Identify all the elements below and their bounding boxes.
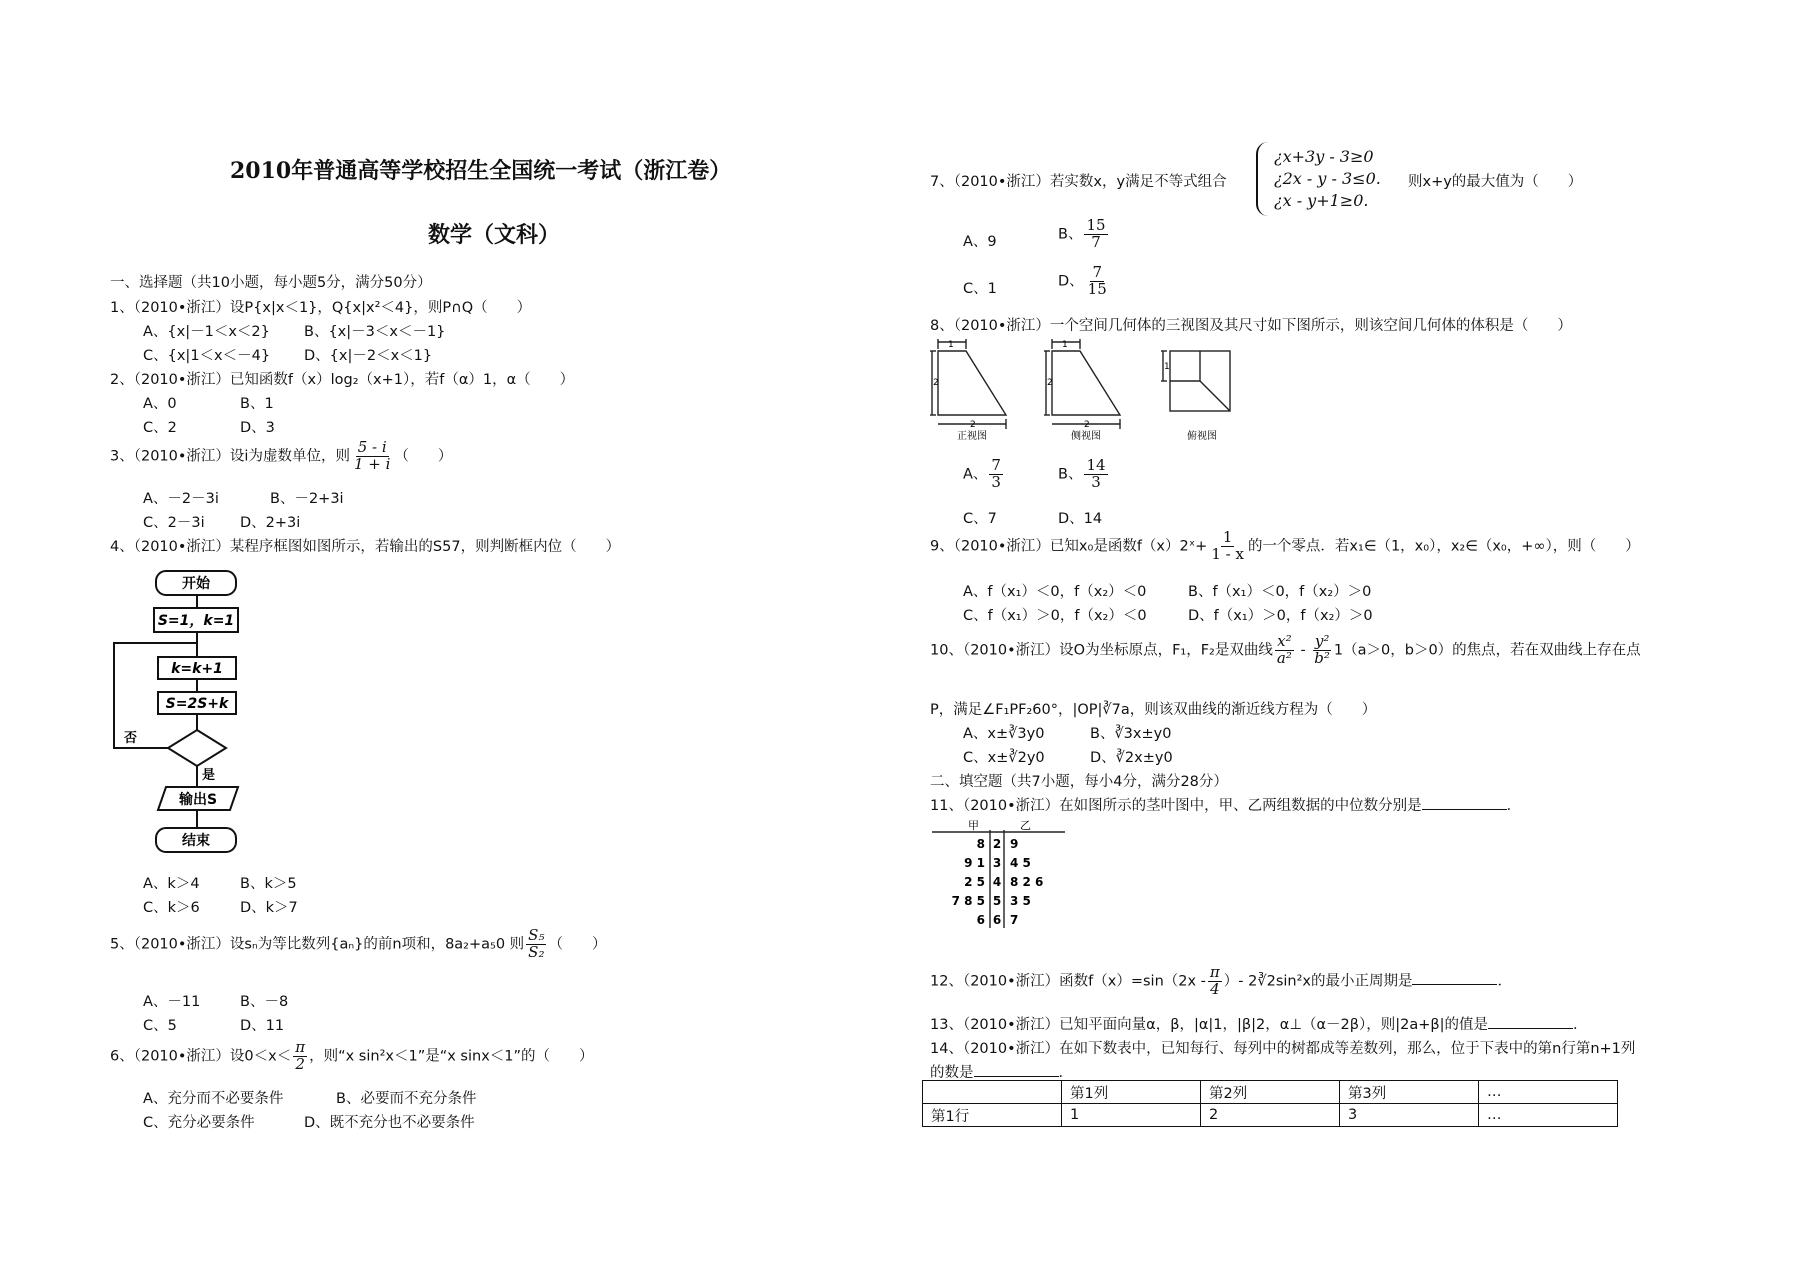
stemleaf-stem-value: 3 [992, 856, 1002, 870]
q5-stem [110, 928, 606, 961]
q3-fraction [352, 440, 392, 473]
stemleaf-left-value: 8 [976, 837, 985, 851]
q3-option-d: D、2+3i [240, 515, 301, 531]
stemleaf-right-value: 7 [1010, 913, 1019, 927]
q5-fraction [526, 928, 546, 961]
q6-fraction [293, 1040, 307, 1073]
q8-option-c: C、7 [963, 511, 997, 527]
stemleaf-left-value: 2 5 [964, 875, 985, 889]
q4-option-a: A、k＞4 [143, 876, 200, 892]
q12-stem [930, 965, 1512, 998]
q11-stem-text: 11、（2010•浙江）在如图所示的茎叶图中，甲、乙两组数据的中位数分别是 [930, 798, 1422, 814]
section-fill-heading: 二、填空题（共7小题，每小4分，满分28分） [930, 774, 1228, 790]
q14-answer-blank[interactable] [974, 1062, 1059, 1077]
table-cell: … [1479, 1104, 1618, 1127]
q7-inequality-3: ¿x - y+1≥0. [1274, 191, 1369, 210]
q8-stem: 8、（2010•浙江）一个空间几何体的三视图及其尺寸如下图所示，则该空间几何体的体积是（ ） [930, 318, 1572, 334]
q7-stem-tail: 则x+y的最大值为（ ） [1408, 174, 1583, 190]
flow-output-label: 输出S [178, 792, 218, 808]
q8-option-d: D、14 [1058, 511, 1103, 527]
stemleaf-right-value: 9 [1010, 837, 1019, 851]
flow-step1-label: k=k+1 [171, 661, 223, 677]
q3-option-b: B、－2+3i [270, 491, 344, 507]
stemleaf-left-value: 7 8 5 [951, 894, 985, 908]
q3-numerator: 5 - i [357, 438, 387, 456]
flow-yes-label: 是 [202, 768, 216, 783]
table-cell: 第1行 [923, 1104, 1062, 1127]
q10-x-num: x² [1277, 632, 1292, 650]
q3-denominator: 1 + i [353, 454, 391, 473]
q13-answer-blank[interactable] [1488, 1014, 1573, 1029]
side-view-shape [1052, 351, 1120, 415]
q8-option-a-den: 3 [991, 472, 1001, 491]
q6-option-c: C、充分必要条件 [143, 1115, 255, 1131]
table-cell: 2 [1201, 1104, 1340, 1127]
front-dim-2-vertical: 2 [933, 378, 939, 388]
q9-fraction [1209, 530, 1246, 563]
q10-stem [930, 634, 1641, 667]
q12-denominator: 4 [1210, 979, 1220, 998]
q14-period: ． [1058, 1065, 1073, 1081]
q3-stem-text: 3、（2010•浙江）设i为虚数单位，则 [110, 448, 350, 465]
q10-option-d: D、∛2x±y0 [1090, 750, 1173, 766]
flow-decision-diamond [168, 730, 226, 766]
q10-y-den: b² [1314, 648, 1330, 667]
q8-option-a [963, 458, 1005, 491]
q3-stem [110, 440, 452, 473]
q12-fraction [1208, 965, 1222, 998]
table-cell: 第1列 [1062, 1081, 1201, 1104]
q8-option-b-num: 14 [1086, 456, 1106, 474]
q11-period: ． [1506, 798, 1522, 814]
q3-option-a: A、－2－3i [143, 491, 219, 507]
q6-stem-tail: ，则“x sin²x＜1”是“x sinx＜1”的（ ） [309, 1048, 594, 1065]
q12-stem-tail: ）- 2∛2sin²x的最小正周期是 [1223, 973, 1413, 990]
q7-inequality-2: ¿2x - y - 3≤0. [1274, 169, 1381, 188]
q13-stem-text: 13、（2010•浙江）已知平面向量α，β，|α|1，|β|2，α⊥（α－2β），则|2a+β|的值是 [930, 1017, 1489, 1033]
q7-inequality-1: ¿x+3y - 3≥0 [1274, 147, 1374, 166]
q7-option-d-fraction [1086, 265, 1109, 298]
q5-denominator: S₂ [528, 942, 545, 961]
q4-flowchart [108, 565, 268, 860]
stemleaf-stem-value: 2 [992, 837, 1002, 851]
table-row [923, 1104, 1618, 1127]
q4-option-d: D、k＞7 [240, 900, 298, 916]
q4-option-c: C、k＞6 [143, 900, 200, 916]
q7-option-a: A、9 [963, 234, 997, 250]
stemleaf-left-value: 9 1 [964, 856, 985, 870]
q5-stem-text: 5、（2010•浙江）设sₙ为等比数列{aₙ}的前n项和，8a₂+a₅0 则 [110, 936, 525, 953]
q5-stem-tail: （ ） [548, 936, 607, 953]
stemleaf-jia-header: 甲 [968, 819, 979, 832]
q1-stem: 1、（2010•浙江）设P{x|x＜1}，Q{x|x²＜4}，则P∩Q（ ） [110, 300, 532, 316]
q2-option-b: B、1 [240, 396, 274, 412]
q9-denominator: 1 - x [1211, 544, 1244, 563]
side-dim-2-vertical: 2 [1047, 378, 1053, 388]
front-view-shape [938, 351, 1006, 415]
q6-option-b: B、必要而不充分条件 [336, 1091, 477, 1107]
q7-option-b-den: 7 [1091, 232, 1101, 251]
table-cell: … [1479, 1081, 1618, 1104]
q5-numerator: S₅ [528, 926, 545, 944]
q2-option-a: A、0 [143, 396, 177, 412]
q12-numerator: π [1209, 963, 1220, 981]
q4-stem: 4、（2010•浙江）某程序框图如图所示，若输出的S57，则判断框内位（ ） [110, 539, 621, 555]
q6-denominator: 2 [295, 1054, 305, 1073]
q8-option-a-num: 7 [991, 456, 1001, 474]
top-view-caption: 俯视图 [1187, 431, 1217, 442]
stemleaf-stem-value: 6 [992, 913, 1002, 927]
q10-option-a: A、x±∛3y0 [963, 726, 1045, 742]
q7-option-b [1058, 218, 1110, 251]
q14-stem-line2 [930, 1061, 1073, 1082]
q1-option-d: D、{x|－2＜x＜1} [304, 348, 433, 364]
stemleaf-yi-header: 乙 [1020, 819, 1031, 832]
q13-period: ． [1573, 1017, 1588, 1033]
stemleaf-right-value: 4 5 [1010, 856, 1031, 870]
q6-option-d: D、既不充分也不必要条件 [304, 1115, 475, 1131]
table-cell: 第2列 [1201, 1081, 1340, 1104]
stemleaf-left-value: 6 [976, 913, 985, 927]
q7-option-d [1058, 265, 1111, 298]
section-choice-heading: 一、选择题（共10小题，每小题5分，满分50分） [110, 275, 432, 291]
front-dim-2-horizontal: 2 [970, 420, 976, 430]
q14-stem-line1: 14、（2010•浙江）在如下数表中，已知每行、每列中的树都成等差数列，那么，位于下表中的第n行第n+1列 [930, 1041, 1636, 1057]
page-title: 2010年普通高等学校招生全国统一考试（浙江卷） [230, 158, 732, 184]
side-dim-1: 1 [1062, 340, 1068, 350]
q2-option-d: D、3 [240, 420, 275, 436]
q2-stem: 2、（2010•浙江）已知函数f（x）log₂（x+1），若f（α）1，α（ ） [110, 372, 575, 388]
q7-option-b-fraction [1084, 218, 1107, 251]
table-cell: 第3列 [1340, 1081, 1479, 1104]
q10-minus: - [1295, 642, 1311, 659]
q8-option-a-fraction [989, 458, 1003, 491]
q11-stem [930, 794, 1521, 815]
q7-option-d-den: 15 [1087, 279, 1107, 298]
side-dim-2-horizontal: 2 [1084, 420, 1090, 430]
q5-option-a: A、－11 [143, 994, 201, 1010]
q1-option-a: A、{x|－1＜x＜2} [143, 324, 270, 340]
front-dim-1: 1 [948, 340, 954, 350]
q10-stem-text: 10、（2010•浙江）设O为坐标原点，F₁，F₂是双曲线 [930, 642, 1273, 659]
q6-option-a: A、充分而不必要条件 [143, 1091, 284, 1107]
q1-option-c: C、{x|1＜x＜－4} [143, 348, 271, 364]
stemleaf-stem-value: 4 [992, 875, 1002, 889]
q7-option-c: C、1 [963, 281, 997, 297]
front-view-caption: 正视图 [957, 431, 987, 442]
q14-number-table [922, 1080, 1618, 1127]
q10-y-num: y² [1314, 632, 1330, 650]
q9-stem-text: 9、（2010•浙江）已知x₀是函数f（x）2ˣ+ [930, 538, 1208, 555]
q7-option-d-num: 7 [1092, 263, 1102, 281]
side-view-caption: 侧视图 [1071, 431, 1101, 442]
flow-step2-label: S=2S+k [165, 696, 229, 712]
q9-option-a: A、f（x₁）＜0，f（x₂）＜0 [963, 584, 1147, 600]
q9-numerator: 1 [1222, 528, 1233, 546]
q10-option-b: B、∛3x±y0 [1090, 726, 1172, 742]
q8-option-b [1058, 458, 1110, 491]
q5-option-c: C、5 [143, 1018, 177, 1034]
q7-option-b-num: 15 [1086, 216, 1106, 234]
q6-numerator: π [295, 1038, 306, 1056]
q8-option-b-fraction [1084, 458, 1107, 491]
q8-option-a-label: A、 [963, 466, 988, 483]
q7-stem: 7、（2010•浙江）若实数x，y满足不等式组合 [930, 174, 1227, 190]
q12-stem-text: 12、（2010•浙江）函数f（x）=sin（2x - [930, 973, 1206, 990]
q10-option-c: C、x±∛2y0 [963, 750, 1045, 766]
top-dim-1: 1 [1164, 362, 1170, 372]
stemleaf-right-value: 8 2 6 [1010, 875, 1044, 889]
stemleaf-stem-value: 5 [992, 894, 1002, 908]
q3-option-c: C、2－3i [143, 515, 205, 531]
table-cell [923, 1081, 1062, 1104]
q9-option-d: D、f（x₁）＞0，f（x₂）＞0 [1188, 608, 1373, 624]
q12-answer-blank[interactable] [1412, 970, 1497, 985]
q5-option-b: B、－8 [240, 994, 289, 1010]
q10-stem-tail: 1（a＞0，b＞0）的焦点，若在双曲线上存在点 [1333, 642, 1641, 659]
stemleaf-right-value: 3 5 [1010, 894, 1031, 908]
q9-option-c: C、f（x₁）＞0，f（x₂）＜0 [963, 608, 1147, 624]
q13-stem [930, 1013, 1588, 1034]
q14-stem-line2-text: 的数是 [930, 1065, 974, 1081]
q7-option-d-label: D、 [1058, 273, 1084, 290]
table-cell: 3 [1340, 1104, 1479, 1127]
q12-period: ． [1497, 973, 1512, 990]
q7-option-b-label: B、 [1058, 226, 1083, 243]
flow-start-label: 开始 [182, 576, 210, 592]
q9-option-b: B、f（x₁）＜0，f（x₂）＞0 [1188, 584, 1372, 600]
q10-fraction-x [1275, 634, 1294, 667]
table-header-row [923, 1081, 1618, 1104]
q9-stem [930, 530, 1640, 563]
q8-option-b-den: 3 [1091, 472, 1101, 491]
q8-option-b-label: B、 [1058, 466, 1083, 483]
page-subtitle: 数学（文科） [428, 222, 561, 248]
q8-three-views [930, 337, 1240, 442]
q2-option-c: C、2 [143, 420, 177, 436]
table-cell: 1 [1062, 1104, 1201, 1127]
q10-stem-line2: P，满足∠F₁PF₂60°，|OP|∛7a，则该双曲线的渐近线方程为（ ） [930, 702, 1377, 718]
q7-system [1256, 142, 1276, 216]
q1-option-b: B、{x|－3＜x＜－1} [304, 324, 446, 340]
flow-no-label: 否 [124, 731, 138, 746]
q3-stem-tail: （ ） [394, 448, 453, 465]
q5-option-d: D、11 [240, 1018, 285, 1034]
q10-fraction-y [1312, 634, 1332, 667]
q9-stem-tail: 的一个零点．若x₁∈（1，x₀），x₂∈（x₀，+∞），则（ ） [1247, 538, 1640, 555]
q6-stem-text: 6、（2010•浙江）设0＜x＜ [110, 1048, 292, 1065]
q11-stem-leaf-plot [930, 818, 1080, 938]
q4-option-b: B、k＞5 [240, 876, 297, 892]
q10-x-den: a² [1276, 648, 1292, 667]
flow-init-label: S=1，k=1 [157, 613, 235, 629]
q6-stem [110, 1040, 594, 1073]
q11-answer-blank[interactable] [1422, 795, 1507, 810]
flow-end-label: 结束 [182, 833, 210, 849]
